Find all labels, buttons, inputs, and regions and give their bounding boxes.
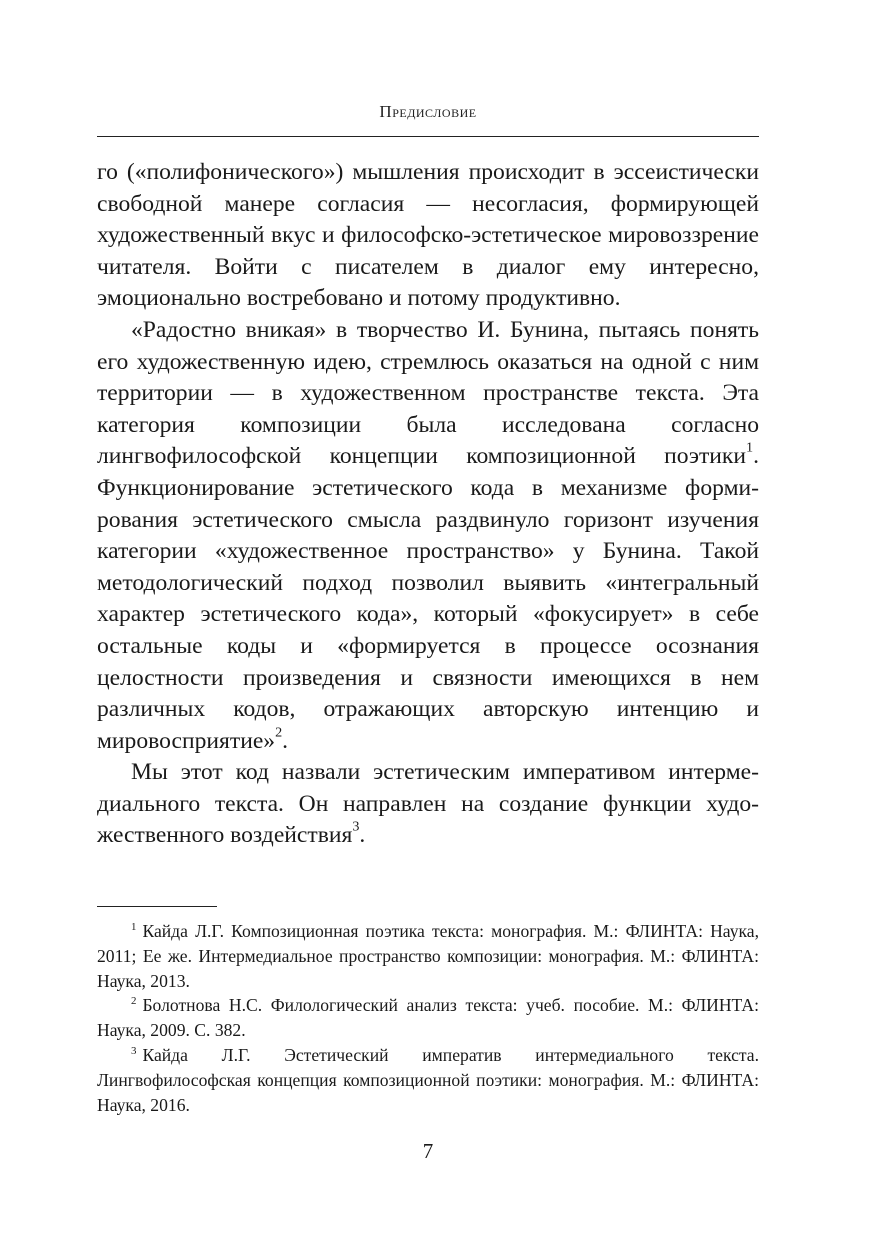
footnote-rule — [97, 906, 217, 907]
footnote-marker-3: 3 — [131, 1044, 137, 1057]
footnote-ref-2[interactable]: 2 — [275, 724, 283, 741]
paragraph-3 — [97, 757, 759, 852]
paragraph-2 — [97, 315, 759, 757]
footnote-3 — [97, 1043, 759, 1117]
footnote-1 — [97, 919, 759, 993]
book-page — [97, 0, 759, 1241]
footnote-marker-1: 1 — [131, 920, 137, 933]
paragraph-1: го («полифонического») мышления происходит в эссеистически свободной манере согласия — несогласия, формирующей художественный вкус и философско-эстетическое мировоззрение читателя. Войти с писателем в диалог ему интересно, эмоционально востребовано и потому продуктивно. — [97, 159, 759, 312]
paragraph-3-end: . — [359, 822, 366, 849]
main-text — [97, 157, 759, 852]
footnote-3-text: Кайда Л.Г. Эстетический императив интермедиального текста. Лингвофилософская концепция композиционной поэтики: монография. М.: ФЛИНТА: Наука, 2016. — [97, 1044, 759, 1115]
running-title: Предисловие — [379, 102, 477, 121]
footnote-1-text: Кайда Л.Г. Композиционная поэтика текста: монография. М.: ФЛИНТА: Наука, 2011; Ее же. Интермедиальное пространство композиции: монография. М.: ФЛИНТА: Наука, 2013. — [97, 921, 759, 991]
footnote-ref-1[interactable]: 1 — [746, 440, 754, 457]
paragraph-2-end: . — [282, 727, 289, 754]
page-number: 7 — [422, 1139, 434, 1163]
footnote-marker-2: 2 — [131, 995, 137, 1008]
footnote-2 — [97, 993, 759, 1043]
footnotes — [97, 919, 759, 1117]
header-rule — [97, 136, 759, 137]
paragraph-2-text: «Радостно вникая» в творчество И. Бунина, пытаясь понять его художественную идею, стремлюсь оказаться на одной с ним территории — в художественном пространстве текста. Эта категория композиции была исследована согласно лингвофилософской концепции композиционной поэтики — [97, 316, 759, 470]
footnote-2-text: Болотнова Н.С. Филологический анализ текста: учеб. пособие. М.: ФЛИНТА: Наука, 2009. С. 382. — [97, 995, 759, 1041]
paragraph-2-text-cont: . Функционирование эстетического кода в механизме формирования эстетического смысла раздвинуло горизонт изучения категории «художественное пространство» у Бунина. Такой методологический подход позволил выявить «интегральный характер эстетического кода», который «фокусирует» в себе остальные коды и «формируется в процессе осознания целостности произведения и связности имеющихся в нем различных кодов, отражающих авторскую интенцию и мировосприятие» — [97, 443, 759, 754]
paragraph-3-text: Мы этот код назвали эстетическим императивом интермедиального текста. Он направлен на создание функции художественного воздействия — [97, 759, 759, 849]
footnote-ref-3[interactable]: 3 — [352, 819, 360, 836]
